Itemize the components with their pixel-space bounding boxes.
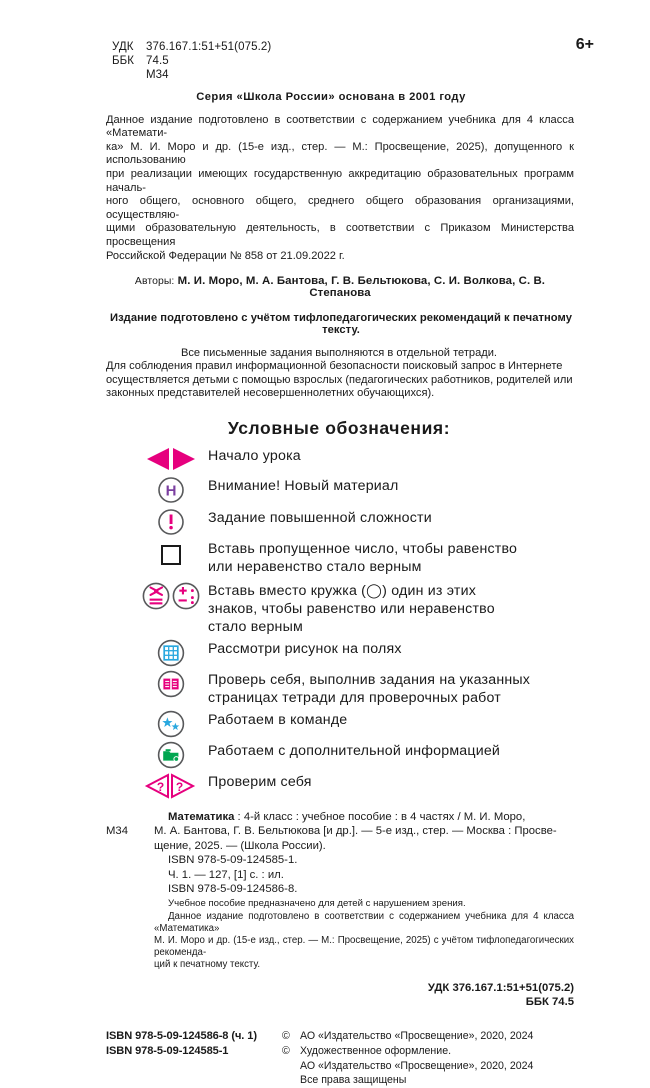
circle-folder-icon	[134, 740, 208, 769]
legend-text	[208, 771, 312, 791]
legend-item	[134, 771, 560, 800]
legend-text	[208, 475, 398, 495]
legend-item	[134, 475, 560, 504]
top-codes-row	[112, 36, 594, 83]
approval-paragraph	[106, 114, 574, 264]
circle-letter-n-icon	[134, 475, 208, 504]
svg-text:Н: Н	[165, 482, 177, 500]
security-line: законных представителей несовершеннолетних обучающихся).	[106, 387, 435, 400]
svg-text:?: ?	[175, 779, 184, 794]
biblio-note-line: ций к печатному тексту.	[154, 959, 261, 971]
legend-text	[208, 580, 495, 636]
biblio-isbn-main: ISBN 978-5-09-124585-1.	[168, 854, 298, 867]
circle-stars-icon	[134, 709, 208, 738]
shelf-code: М34	[146, 69, 169, 82]
comparison-operation-signs-icon	[134, 580, 208, 611]
legend-text-line: Проверь себя, выполнив задания на указанных	[208, 671, 531, 688]
biblio-title: Математика	[168, 810, 235, 823]
approval-line: ного общего, основного общего, среднего общего образования организациями, осуществляю-	[106, 195, 574, 221]
copyright-icon: ©	[282, 1044, 290, 1057]
legend-item	[134, 580, 560, 636]
biblio-note-line: Данное издание подготовлено в соответствии с содержанием учебника для 4 класса «Математика»	[154, 910, 574, 935]
isbn-line: ISBN 978-5-09-124586-8 (ч. 1)	[106, 1030, 257, 1043]
legend-text-line: Проверим себя	[208, 773, 312, 790]
circle-book-icon	[134, 669, 208, 698]
legend-text	[208, 709, 347, 729]
bbk-line	[112, 54, 271, 68]
legend-text-line: или неравенство стало верным	[208, 558, 422, 575]
circle-grid-icon	[134, 638, 208, 667]
legend-text-line: знаков, чтобы равенство или неравенство	[208, 600, 495, 617]
legend-text-line: страницах тетради для проверочных работ	[208, 689, 501, 706]
legend-item	[134, 740, 560, 769]
bbk-label: ББК	[112, 55, 135, 68]
legend-text	[208, 538, 517, 576]
legend-item	[134, 507, 560, 536]
legend-text	[208, 445, 301, 465]
legend-item	[134, 445, 560, 472]
copyright-line	[282, 1044, 574, 1059]
authors-label: Авторы:	[134, 276, 175, 288]
legend-item	[134, 538, 560, 576]
approval-line: Российской Федерации № 858 от 21.09.2022 г.	[106, 249, 345, 262]
legend-item	[134, 709, 560, 738]
legend-text	[208, 638, 402, 658]
isbn-block	[106, 1029, 257, 1087]
written-tasks-note: Все письменные задания выполняются в отдельной тетради.	[180, 347, 498, 360]
udk-line	[112, 40, 271, 54]
security-line: осуществляется детьми с помощью взрослых (педагогических работников, родителей или	[106, 373, 573, 386]
series-line: Серия «Школа России» основана в 2001 году	[196, 90, 466, 103]
svg-text:?: ?	[156, 779, 165, 794]
copyright-text: Художественное оформление.	[300, 1044, 452, 1057]
biblio-title-rest: : 4-й класс : учебное пособие : в 4 частях / М. И. Моро,	[234, 810, 526, 823]
legend-text	[208, 740, 500, 760]
biblio-part-line: Ч. 1. — 127, [1] с. : ил.	[168, 868, 284, 881]
legend-text-line: Работаем с дополнительной информацией	[208, 742, 501, 759]
legend-text-line: Задание повышенной сложности	[208, 509, 432, 526]
copyright-icon: ©	[282, 1030, 290, 1043]
classification-codes	[112, 40, 271, 83]
isbn-line: ISBN 978-5-09-124585-1	[106, 1045, 229, 1058]
age-rating-badge: 6+	[575, 36, 594, 53]
copyright-text: АО «Издательство «Просвещение», 2020, 2024	[300, 1059, 534, 1072]
legend-text	[208, 669, 530, 707]
legend-text-line: Внимание! Новый материал	[208, 477, 399, 494]
approval-line: ка» М. И. Моро и др. (15-е изд., стер. — М.: Просвещение, 2025), допущенного к использованию	[106, 140, 574, 167]
copyright-line	[282, 1029, 574, 1044]
rights-reserved-text: Все права защищены	[300, 1074, 407, 1087]
legend-item	[134, 669, 560, 707]
biblio-audience-note: Учебное пособие предназначено для детей с нарушением зрения.	[168, 897, 466, 909]
info-security-paragraph	[106, 360, 574, 401]
bottom-classification-codes	[112, 981, 574, 1009]
biblio-isbn-part: ISBN 978-5-09-124586-8.	[168, 883, 298, 896]
footer	[106, 1029, 574, 1087]
authors-line	[106, 275, 574, 299]
biblio-line: М. А. Бантова, Г. В. Бельтюкова [и др.]. — 5-е изд., стер. — Москва : Просве-	[154, 825, 557, 838]
legend-item	[134, 638, 560, 667]
legend-text-line: Вставь вместо кружка (◯) один из этих	[208, 582, 477, 599]
double-triangle-question-icon	[134, 771, 208, 800]
empty-square-icon	[134, 538, 208, 569]
bottom-udk: УДК 376.167.1:51+51(075.2)	[427, 982, 574, 995]
bottom-bbk: ББК 74.5	[525, 996, 574, 1009]
legend-text-line: Рассмотри рисунок на полях	[208, 640, 402, 657]
legend-text-line: Начало урока	[208, 447, 301, 464]
circle-exclamation-icon	[134, 507, 208, 536]
udk-label: УДК	[112, 41, 134, 53]
biblio-line: щение, 2025. — (Школа России).	[154, 839, 326, 852]
legend-text	[208, 507, 432, 527]
biblio-note-line: М. И. Моро и др. (15-е изд., стер. — М.: Просвещение, 2025) с учётом тифлопедагогических рекоменда-	[154, 935, 574, 959]
copyright-block	[282, 1029, 574, 1087]
udk-value: 376.167.1:51+51(075.2)	[146, 41, 272, 53]
biblio-title-line	[154, 810, 574, 824]
legend-list	[134, 445, 560, 800]
legend-title: Условные обозначения:	[227, 417, 451, 438]
tiflo-note: Издание подготовлено с учётом тифлопедагогических рекомендаций к печатному тексту.	[109, 312, 572, 337]
copyright-text: АО «Издательство «Просвещение», 2020, 2024	[300, 1030, 534, 1043]
legend-text-line: стало верным	[208, 618, 303, 635]
biblio-shelf-code: М34	[106, 825, 128, 838]
biblio-main-entry	[106, 810, 574, 853]
security-line: Для соблюдения правил информационной безопасности поисковый запрос в Интернете	[106, 360, 563, 373]
bibliographic-record	[106, 810, 574, 971]
approval-line: щими образовательную деятельность, в соответствии с Приказом Министерства просвещения	[106, 222, 574, 248]
legend-text-line: Вставь пропущенное число, чтобы равенство	[208, 540, 518, 557]
bbk-value: 74.5	[146, 55, 169, 68]
biblio-edition-note	[106, 911, 574, 971]
double-triangle-filled-icon	[134, 445, 208, 472]
authors-names: М. И. Моро, М. А. Бантова, Г. В. Бельтюкова, С. И. Волкова, С. В. Степанова	[177, 275, 546, 300]
approval-line: при реализации имеющих государственную аккредитацию образовательных программ началь-	[106, 167, 574, 194]
legend-text-line: Работаем в команде	[208, 711, 348, 728]
approval-line: Данное издание подготовлено в соответствии с содержанием учебника для 4 класса «Математи-	[106, 113, 574, 140]
